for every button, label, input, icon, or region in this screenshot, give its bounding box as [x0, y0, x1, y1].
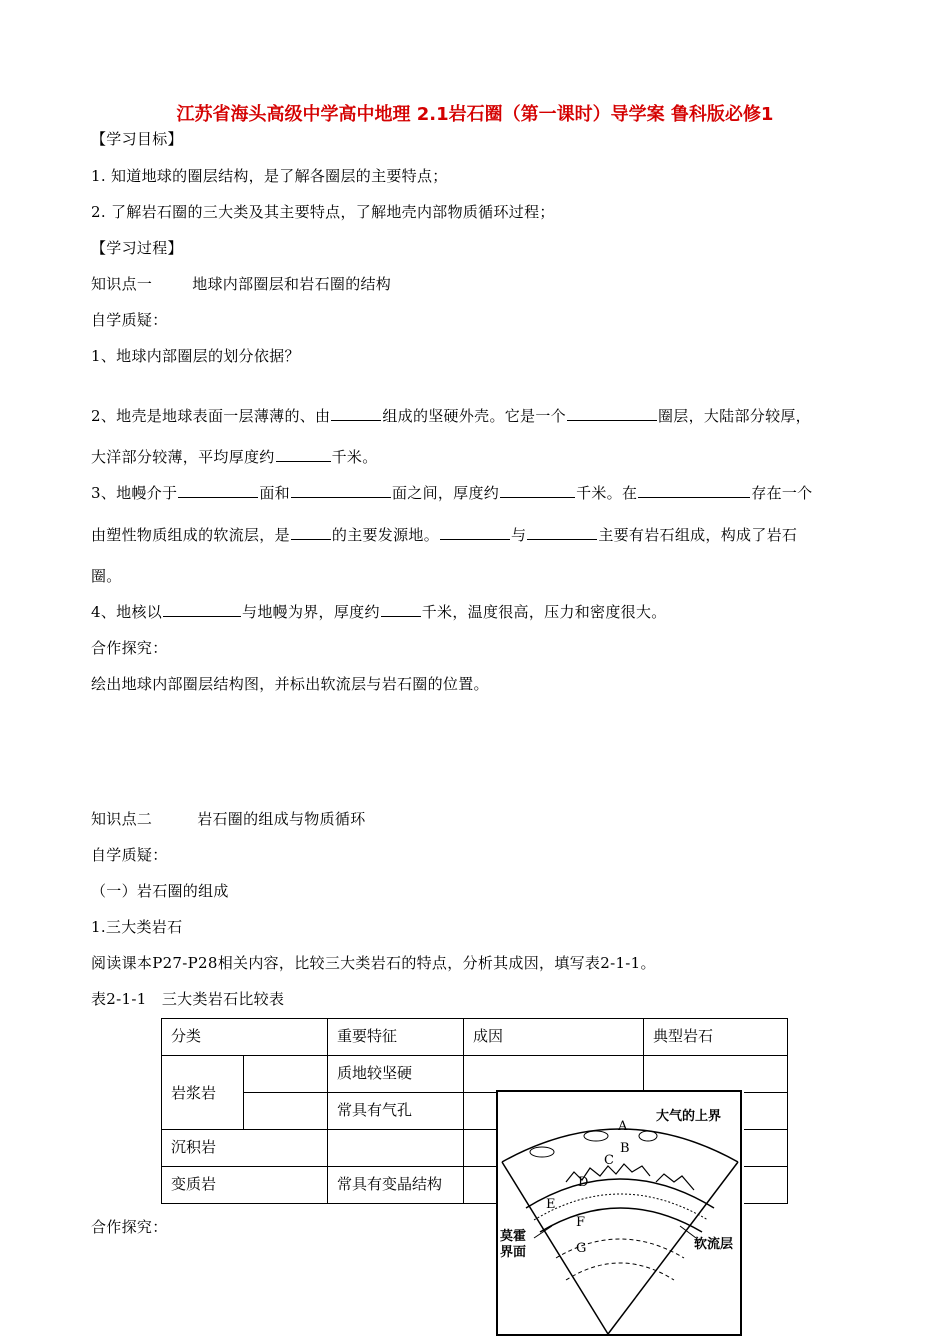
- label-moho-2: 界面: [500, 1245, 527, 1260]
- fill-blank[interactable]: [527, 525, 597, 540]
- q3-text-c: 面之间，厚度约: [391, 484, 500, 502]
- subsection-1: （一）岩石圈的组成: [91, 882, 229, 900]
- fill-blank[interactable]: [291, 483, 391, 498]
- fill-blank[interactable]: [178, 483, 258, 498]
- reading-task: 阅读课本P27-P28相关内容，比较三大类岩石的特点，分析其成因，填写表2-1-1。: [91, 954, 656, 972]
- fill-blank[interactable]: [291, 525, 331, 540]
- kp1-title: 地球内部圈层和岩石圈的结构: [192, 275, 392, 293]
- q3-text-i: 主要有岩石组成，构成了岩石: [598, 526, 798, 544]
- q3-text-e: 存在一个: [751, 484, 813, 502]
- table-header-row: [162, 1019, 788, 1056]
- table-header-cell: 典型岩石: [644, 1019, 788, 1056]
- kp1-label: 知识点一: [91, 275, 153, 293]
- rock-type-cell: 变质岩: [162, 1167, 328, 1204]
- question-1: 1、地球内部圈层的划分依据？: [91, 347, 300, 365]
- fill-blank[interactable]: [276, 447, 331, 462]
- q3-text-d: 千米。在: [576, 484, 638, 502]
- fill-blank[interactable]: [567, 406, 657, 421]
- label-asthenosphere: 软流层: [694, 1237, 734, 1252]
- q3-text-h: 与: [511, 526, 527, 544]
- table-header-cell: 成因: [464, 1019, 644, 1056]
- table-caption: 表2-1-1 三大类岩石比较表: [91, 990, 285, 1008]
- fill-blank[interactable]: [500, 483, 575, 498]
- fill-blank[interactable]: [638, 483, 750, 498]
- goals-header: 【学习目标】: [91, 130, 183, 148]
- q3-text-g: 的主要发源地。: [331, 526, 440, 544]
- knowledge-point-2: [91, 808, 366, 829]
- page-title: 江苏省海头高级中学高中地理 2.1岩石圈（第一课时）导学案 鲁科版必修1: [176, 104, 774, 125]
- question-3-line-1: [91, 482, 812, 503]
- subsection-1-1: 1.三大类岩石: [91, 918, 183, 936]
- fill-blank[interactable]: [163, 602, 241, 617]
- rock-type-cell: 沉积岩: [162, 1130, 328, 1167]
- letter-c: C: [604, 1153, 614, 1168]
- question-3-line-2: [91, 524, 797, 545]
- table-header-cell: 重要特征: [328, 1019, 464, 1056]
- process-header: 【学习过程】: [91, 239, 183, 257]
- kp2-title: 岩石圈的组成与物质循环: [197, 810, 366, 828]
- fill-blank[interactable]: [440, 525, 510, 540]
- label-atmosphere-top: 大气的上界: [656, 1109, 722, 1124]
- table-cell[interactable]: [644, 1056, 788, 1093]
- cooperative-task-1: 绘出地球内部圈层结构图，并标出软流层与岩石圈的位置。: [91, 675, 489, 693]
- letter-f: F: [576, 1215, 586, 1230]
- question-4: [91, 601, 667, 622]
- self-study-1: 自学质疑：: [91, 311, 168, 329]
- table-row: [162, 1056, 788, 1093]
- rock-type-cell: 岩浆岩: [162, 1056, 244, 1130]
- letter-b: B: [620, 1141, 630, 1156]
- q2-text-c: 圈层，大陆部分较厚，: [657, 407, 811, 425]
- cooperative-inquiry-2: 合作探究：: [91, 1218, 168, 1236]
- question-2-line-2: [91, 446, 378, 467]
- letter-e: E: [546, 1197, 556, 1212]
- q4-text-b: 与地幔为界，厚度约: [242, 603, 380, 621]
- table-cell[interactable]: [328, 1130, 464, 1167]
- table-cell[interactable]: [464, 1056, 644, 1093]
- q4-text-c: 千米，温度很高，压力和密度很大。: [421, 603, 667, 621]
- letter-a: A: [618, 1119, 628, 1134]
- table-cell[interactable]: [244, 1093, 328, 1130]
- q3-text-f: 由塑性物质组成的软流层，是: [91, 526, 290, 544]
- feature-cell: 质地较坚硬: [328, 1056, 464, 1093]
- feature-cell: 常具有气孔: [328, 1093, 464, 1130]
- goal-2: 2. 了解岩石圈的三大类及其主要特点，了解地壳内部物质循环过程；: [91, 203, 555, 221]
- q3-text-a: 3、地幔介于: [91, 484, 178, 502]
- fill-blank[interactable]: [331, 406, 381, 421]
- label-moho-1: 莫霍: [500, 1229, 527, 1244]
- q2-text-e: 千米。: [331, 448, 378, 466]
- kp2-label: 知识点二: [91, 810, 153, 828]
- question-3-line-3: 圈。: [91, 567, 122, 585]
- q4-text-a: 4、地核以: [91, 603, 163, 621]
- q2-text-d: 大洋部分较薄，平均厚度约: [91, 448, 275, 466]
- table-cell[interactable]: [244, 1056, 328, 1093]
- goal-1: 1. 知道地球的圈层结构，是了解各圈层的主要特点；: [91, 167, 448, 185]
- cooperative-inquiry-1: 合作探究：: [91, 639, 168, 657]
- feature-cell: 常具有变晶结构: [328, 1167, 464, 1204]
- fill-blank[interactable]: [381, 602, 421, 617]
- table-header-cell: 分类: [162, 1019, 328, 1056]
- q3-text-b: 面和: [259, 484, 290, 502]
- q2-text-b: 组成的坚硬外壳。它是一个: [382, 407, 566, 425]
- self-study-2: 自学质疑：: [91, 846, 168, 864]
- question-2-line-1: [91, 405, 811, 426]
- q2-text-a: 2、地壳是地球表面一层薄薄的、由: [91, 407, 331, 425]
- knowledge-point-1: [91, 273, 391, 294]
- earth-layers-diagram: [496, 1090, 744, 1338]
- letter-g: G: [576, 1241, 587, 1256]
- letter-d: D: [578, 1175, 589, 1190]
